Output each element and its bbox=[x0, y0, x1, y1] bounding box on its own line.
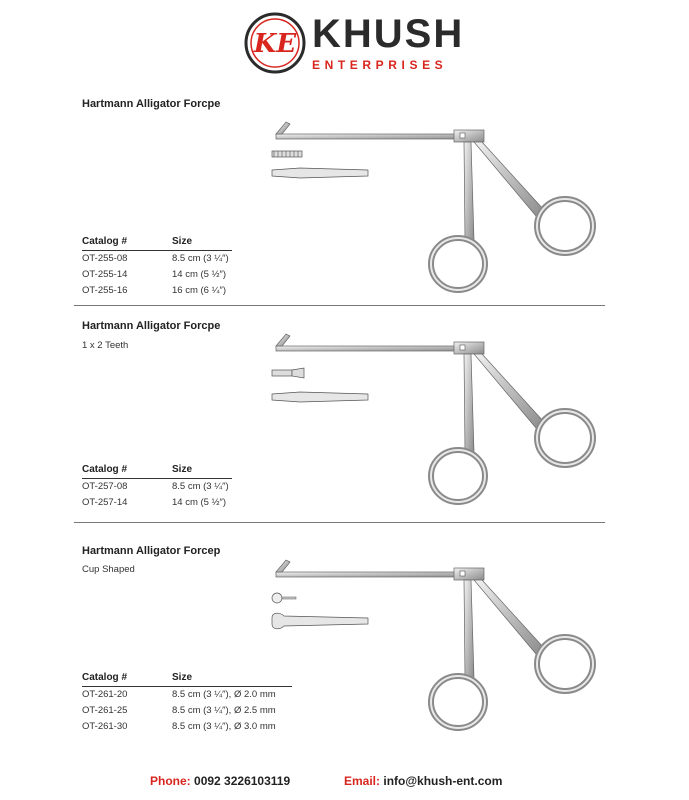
size-value: 8.5 cm (3 ¼″), Ø 2.0 mm bbox=[172, 689, 276, 700]
size-value: 8.5 cm (3 ¼″), Ø 2.5 mm bbox=[172, 705, 276, 716]
catalog-table bbox=[82, 236, 232, 299]
size-header: Size bbox=[172, 464, 193, 475]
catalog-header: Catalog # bbox=[82, 236, 128, 247]
size-header: Size bbox=[172, 236, 193, 247]
tip-detail-illustration bbox=[270, 148, 370, 184]
logo-monogram: KE bbox=[253, 29, 297, 59]
catalog-header: Catalog # bbox=[82, 672, 128, 683]
brand-name: KHUSH bbox=[312, 12, 465, 56]
catalog-number: OT-257-08 bbox=[82, 481, 128, 492]
tip-detail-illustration bbox=[270, 590, 370, 630]
email-contact bbox=[344, 774, 502, 788]
size-value: 8.5 cm (3 ¼″), Ø 3.0 mm bbox=[172, 721, 276, 732]
table-row bbox=[82, 495, 232, 511]
phone-label: Phone: bbox=[150, 774, 191, 788]
phone-contact bbox=[150, 774, 290, 788]
section-divider bbox=[74, 305, 605, 306]
table-header bbox=[82, 236, 232, 251]
catalog-header: Catalog # bbox=[82, 464, 128, 475]
brand-tagline: ENTERPRISES bbox=[312, 58, 448, 72]
size-value: 8.5 cm (3 ¼″) bbox=[172, 253, 229, 264]
table-row bbox=[82, 267, 232, 283]
section-divider bbox=[74, 522, 605, 523]
table-row bbox=[82, 251, 232, 267]
forceps-illustration bbox=[268, 330, 613, 510]
catalog-number: OT-255-08 bbox=[82, 253, 128, 264]
catalog-number: OT-255-14 bbox=[82, 269, 128, 280]
catalog-number: OT-261-30 bbox=[82, 721, 128, 732]
size-value: 14 cm (5 ½″) bbox=[172, 497, 227, 508]
product-title: Hartmann Alligator Forcpe bbox=[82, 320, 221, 332]
brand-logo bbox=[244, 10, 465, 80]
table-row bbox=[82, 703, 292, 719]
size-header: Size bbox=[172, 672, 193, 683]
size-value: 8.5 cm (3 ¼″) bbox=[172, 481, 229, 492]
catalog-number: OT-261-25 bbox=[82, 705, 128, 716]
size-value: 14 cm (5 ½″) bbox=[172, 269, 227, 280]
logo-emblem bbox=[244, 12, 306, 74]
table-header bbox=[82, 672, 292, 687]
phone-number[interactable]: 0092 3226103119 bbox=[194, 774, 291, 788]
table-header bbox=[82, 464, 232, 479]
product-subtitle: 1 x 2 Teeth bbox=[82, 340, 129, 351]
forceps-illustration bbox=[268, 118, 613, 298]
forceps-illustration bbox=[268, 556, 613, 746]
product-title: Hartmann Alligator Forcpe bbox=[82, 98, 221, 110]
catalog-number: OT-261-20 bbox=[82, 689, 128, 700]
email-label: Email: bbox=[344, 774, 381, 788]
catalog-table bbox=[82, 672, 292, 735]
table-row bbox=[82, 719, 292, 735]
tip-detail-illustration bbox=[270, 366, 370, 406]
catalog-number: OT-257-14 bbox=[82, 497, 128, 508]
product-subtitle: Cup Shaped bbox=[82, 564, 135, 575]
catalog-number: OT-255-16 bbox=[82, 285, 128, 296]
size-value: 16 cm (6 ¼″) bbox=[172, 285, 227, 296]
table-row bbox=[82, 687, 292, 703]
table-row bbox=[82, 283, 232, 299]
table-row bbox=[82, 479, 232, 495]
catalog-table bbox=[82, 464, 232, 511]
product-title: Hartmann Alligator Forcep bbox=[82, 545, 221, 557]
email-address[interactable]: info@khush-ent.com bbox=[383, 774, 503, 788]
